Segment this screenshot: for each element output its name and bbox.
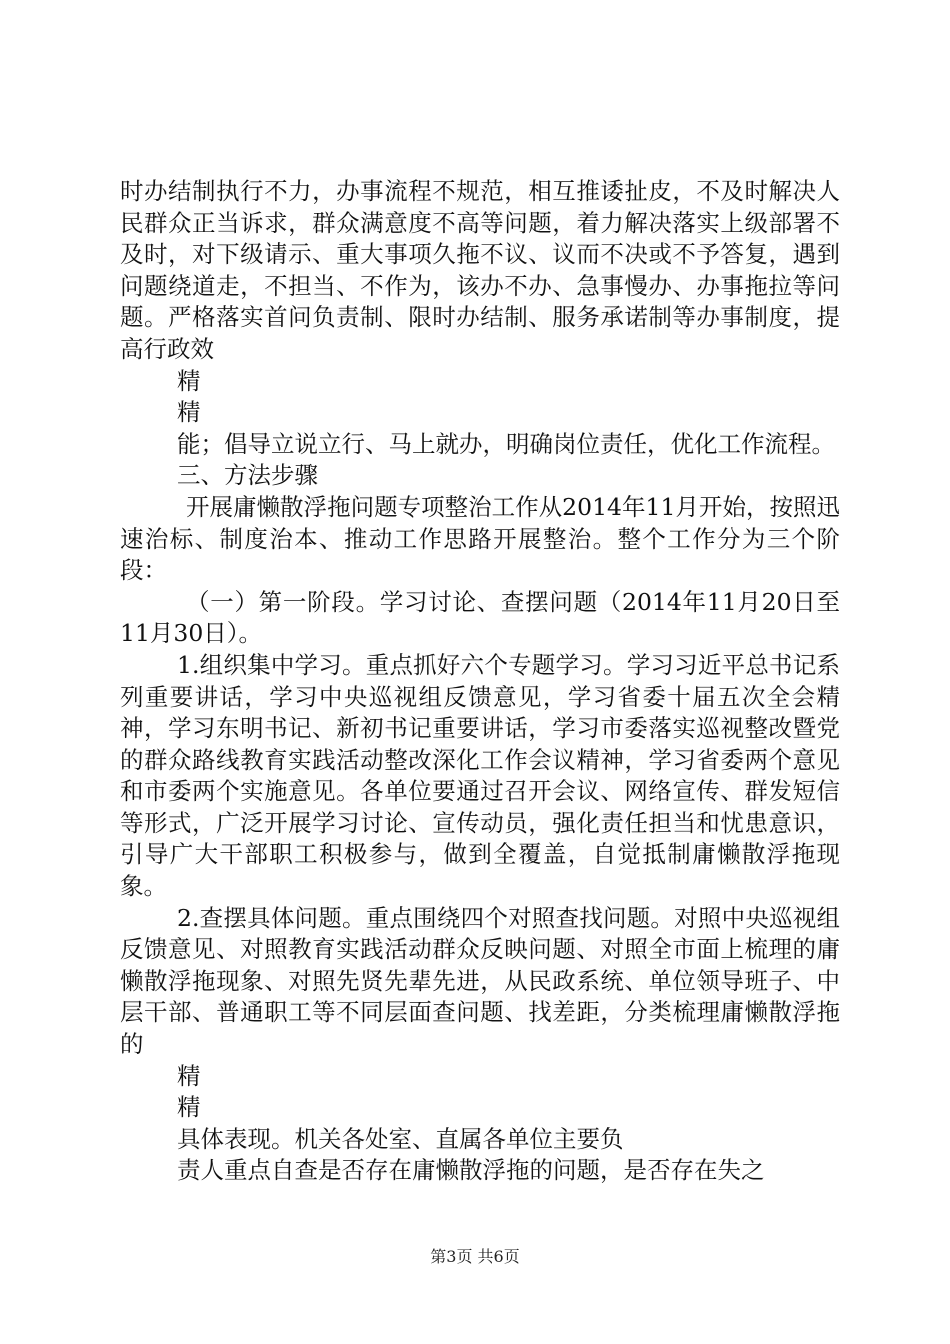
page-number: 第3页 共6页: [430, 1247, 520, 1266]
paragraph: 1.组织集中学习。重点抓好六个专题学习。学习习近平总书记系列重要讲话，学习中央巡视组反馈意见，学习省委十届五次全会精神，学习东明书记、新初书记重要讲话，学习市委落实巡视整改暨党的群众路线教育实践活动整改深化工作会议精神，学习省委两个意见和市委两个实施意见。各单位要通过召开会议、网络宣传、群发短信等形式，广泛开展学习讨论、宣传动员，强化责任担当和忧患意识，引导广大干部职工积极参与，做到全覆盖，自觉抵制庸懒散浮拖现象。: [120, 650, 840, 901]
paragraph: 时办结制执行不力，办事流程不规范，相互推诿扯皮，不及时解决人民群众正当诉求，群众满意度不高等问题，着力解决落实上级部署不及时，对下级请示、重大事项久拖不议、议而不决或不予答复，遇到问题绕道走，不担当、不作为，该办不办、急事慢办、办事拖拉等问题。严格落实首问负责制、限时办结制、服务承诺制等办事制度，提高行政效: [120, 177, 840, 363]
page-footer: [0, 1244, 950, 1267]
paragraph: 精: [177, 366, 201, 395]
paragraph: 精: [177, 398, 201, 427]
paragraph: 能；倡导立说立行、马上就办，明确岗位责任，优化工作流程。: [177, 429, 835, 458]
paragraph: 具体表现。机关各处室、直属各单位主要负: [177, 1124, 624, 1153]
paragraph: 责人重点自查是否存在庸懒散浮拖的问题，是否存在失之: [177, 1156, 765, 1185]
document-body: [120, 176, 840, 1187]
section-heading: 三、方法步骤: [177, 461, 318, 490]
subsection-heading: （一）第一阶段。学习讨论、查摆问题（2014年11月20日至11月30日）。: [120, 587, 840, 648]
paragraph: 2.查摆具体问题。重点围绕四个对照查找问题。对照中央巡视组反馈意见、对照教育实践活动群众反映问题、对照全市面上梳理的庸懒散浮拖现象、对照先贤先辈先进，从民政系统、单位领导班子、中层干部、普通职工等不同层面查问题、找差距，分类梳理庸懒散浮拖的: [120, 903, 840, 1059]
paragraph: 精: [177, 1093, 201, 1122]
paragraph: 精: [177, 1061, 201, 1090]
paragraph: 开展庸懒散浮拖问题专项整治工作从2014年11月开始，按照迅速治标、制度治本、推动工作思路开展整治。整个工作分为三个阶段：: [120, 492, 840, 585]
